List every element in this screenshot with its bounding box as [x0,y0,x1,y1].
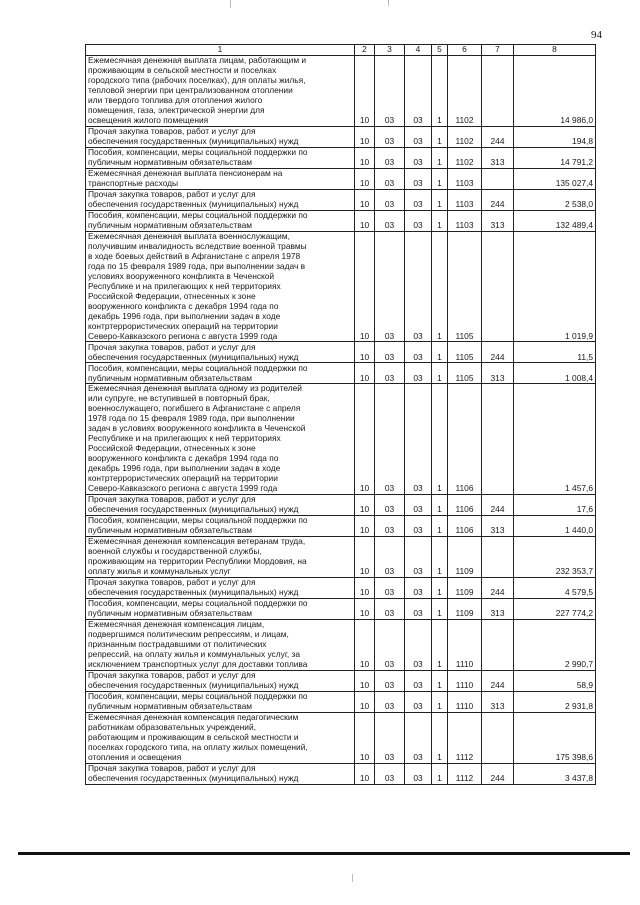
table-row [86,494,596,515]
row-description [86,127,355,148]
article-code: 1106 [448,494,482,515]
table-row [86,190,596,211]
description-line: поселках городского типа, на оплату жилых помещений, [88,742,308,753]
table-row [86,56,596,127]
description-line: Пособия, компенсации, меры социальной поддержки по [88,691,308,702]
description-line: или супруге, не вступившей в повторный брак, [88,393,270,404]
description-line: помещения, газа, электрической энергии для [88,105,265,116]
section-code: 10 [355,211,375,232]
description-line: вооруженного конфликта с декабря 1994 года по [88,300,279,311]
description-line: освещения жилого помещения [88,115,209,126]
description-line: Ежемесячная денежная компенсация ветеранам труда, [88,536,306,547]
scan-artifact [388,0,389,6]
subsection-code: 03 [375,56,405,127]
subsection-code: 03 [375,127,405,148]
article-code: 1102 [448,127,482,148]
article-code: 1102 [448,56,482,127]
amount: 1 019,9 [514,232,596,342]
section-code: 10 [355,577,375,598]
amount: 14 791,2 [514,148,596,169]
description-line: Прочая закупка товаров, работ и услуг для [88,670,256,681]
subsection-code: 03 [375,211,405,232]
table-row [86,232,596,342]
description-line: задач в условиях вооруженного конфликта в Чеченской [88,423,306,434]
amount: 227 774,2 [514,598,596,619]
table-row [86,127,596,148]
program-code: 03 [405,712,432,763]
expense-type-code: 313 [482,515,514,536]
expense-type-code: 313 [482,211,514,232]
table-row [86,363,596,384]
description-line: декабрь 1996 года, при выполнении задач в ходе [88,463,281,474]
table-row [86,169,596,190]
subsection-code: 03 [375,515,405,536]
amount: 3 437,8 [514,763,596,784]
description-line: проживающим на территории Республики Мордовия, на [88,556,307,567]
description-line: Прочая закупка товаров, работ и услуг для [88,341,256,352]
subprogram-code: 1 [432,494,448,515]
article-code: 1110 [448,619,482,670]
row-description [86,56,355,127]
column-number: 8 [514,45,596,56]
row-description [86,691,355,712]
description-line: отопления и освещения [88,752,182,763]
column-number: 2 [355,45,375,56]
row-description [86,169,355,190]
subprogram-code: 1 [432,232,448,342]
program-code: 03 [405,670,432,691]
article-code: 1109 [448,536,482,577]
description-line: Ежемесячная денежная компенсация педагогическим [88,712,299,723]
description-line: транспортные расходы [88,178,179,189]
article-code: 1110 [448,670,482,691]
amount: 175 398,6 [514,712,596,763]
expense-type-code: 244 [482,763,514,784]
subprogram-code: 1 [432,712,448,763]
description-line: 1978 года по 15 февраля 1989 года, при выполнении [88,413,295,424]
program-code: 03 [405,232,432,342]
program-code: 03 [405,190,432,211]
section-code: 10 [355,190,375,211]
description-line: Прочая закупка товаров, работ и услуг для [88,577,256,588]
section-code: 10 [355,712,375,763]
section-code: 10 [355,232,375,342]
section-code: 10 [355,384,375,494]
column-number: 5 [432,45,448,56]
description-line: городского типа (рабочих поселках), для оплаты жилья, [88,75,306,86]
program-code: 03 [405,619,432,670]
subsection-code: 03 [375,190,405,211]
expense-type-code [482,169,514,190]
article-code: 1110 [448,691,482,712]
article-code: 1106 [448,384,482,494]
description-line: военнослужащего, погибшего в Афганистане с апреля [88,403,301,414]
description-line: вооруженного конфликта с декабря 1994 года по [88,453,279,464]
description-line: обеспечения государственных (муниципальных) нужд [88,199,299,210]
amount: 17,6 [514,494,596,515]
program-code: 03 [405,577,432,598]
table-row [86,670,596,691]
program-code: 03 [405,363,432,384]
expense-type-code: 244 [482,670,514,691]
section-code: 10 [355,763,375,784]
amount: 132 489,4 [514,211,596,232]
amount: 14 986,0 [514,56,596,127]
subprogram-code: 1 [432,363,448,384]
amount: 58,9 [514,670,596,691]
section-code: 10 [355,619,375,670]
description-line: репрессий, на оплату жилья и коммунальных услуг, за [88,649,300,660]
description-line: Ежемесячная денежная компенсация лицам, [88,619,265,630]
subprogram-code: 1 [432,763,448,784]
section-code: 10 [355,342,375,363]
expense-type-code [482,232,514,342]
row-description [86,363,355,384]
column-number-row [86,45,596,56]
description-line: Российской Федерации, отнесенных к зоне [88,290,256,301]
subsection-code: 03 [375,763,405,784]
subprogram-code: 1 [432,515,448,536]
section-code: 10 [355,670,375,691]
subprogram-code: 1 [432,619,448,670]
description-line: Республике и на прилегающих к ней территориях [88,433,281,444]
amount: 4 579,5 [514,577,596,598]
section-code: 10 [355,363,375,384]
description-line: обеспечения государственных (муниципальных) нужд [88,773,299,784]
subprogram-code: 1 [432,691,448,712]
expense-type-code [482,712,514,763]
subsection-code: 03 [375,598,405,619]
row-description [86,598,355,619]
expense-type-code: 313 [482,598,514,619]
description-line: года по 15 февраля 1989 года, при выполнении задач в [88,260,306,271]
description-line: публичным нормативным обязательствам [88,220,253,231]
amount: 135 027,4 [514,169,596,190]
section-code: 10 [355,515,375,536]
expense-type-code: 244 [482,190,514,211]
row-description [86,384,355,494]
program-code: 03 [405,127,432,148]
table-row [86,619,596,670]
description-line: Ежемесячная денежная выплата одному из родителей [88,383,302,394]
subsection-code: 03 [375,169,405,190]
description-line: оплату жилья и коммунальных услуг [88,566,231,577]
table-row [86,598,596,619]
description-line: публичным нормативным обязательствам [88,701,253,712]
description-line: публичным нормативным обязательствам [88,157,253,168]
subprogram-code: 1 [432,148,448,169]
article-code: 1103 [448,211,482,232]
table-row [86,342,596,363]
expense-type-code: 244 [482,494,514,515]
row-description [86,515,355,536]
page-number: 94 [591,29,602,41]
subsection-code: 03 [375,148,405,169]
column-number: 7 [482,45,514,56]
article-code: 1103 [448,169,482,190]
subprogram-code: 1 [432,384,448,494]
description-line: работающим и проживающим в сельской местности и [88,732,299,743]
table-row [86,577,596,598]
amount: 1 008,4 [514,363,596,384]
subprogram-code: 1 [432,670,448,691]
description-line: Северо-Кавказского региона с августа 1999 года [88,483,278,494]
program-code: 03 [405,691,432,712]
description-line: Прочая закупка товаров, работ и услуг для [88,189,256,200]
table-row [86,691,596,712]
table-row [86,712,596,763]
expense-type-code: 313 [482,363,514,384]
subsection-code: 03 [375,577,405,598]
section-code: 10 [355,56,375,127]
row-description [86,670,355,691]
article-code: 1109 [448,598,482,619]
subprogram-code: 1 [432,169,448,190]
subsection-code: 03 [375,384,405,494]
description-line: в ходе боевых действий в Афганистане с апреля 1978 [88,250,301,261]
description-line: обеспечения государственных (муниципальных) нужд [88,136,299,147]
row-description [86,619,355,670]
program-code: 03 [405,536,432,577]
row-description [86,342,355,363]
program-code: 03 [405,598,432,619]
subsection-code: 03 [375,494,405,515]
program-code: 03 [405,56,432,127]
row-description [86,712,355,763]
program-code: 03 [405,384,432,494]
expense-type-code [482,56,514,127]
description-line: Ежемесячная денежная выплата пенсионерам на [88,168,283,179]
amount: 1 457,6 [514,384,596,494]
article-code: 1102 [448,148,482,169]
subsection-code: 03 [375,232,405,342]
description-line: обеспечения государственных (муниципальных) нужд [88,504,299,515]
description-line: обеспечения государственных (муниципальных) нужд [88,351,299,362]
row-description [86,148,355,169]
description-line: Российской Федерации, отнесенных к зоне [88,443,256,454]
table-row [86,211,596,232]
description-line: обеспечения государственных (муниципальных) нужд [88,587,299,598]
description-line: Пособия, компенсации, меры социальной поддержки по [88,362,308,373]
subsection-code: 03 [375,619,405,670]
description-line: обеспечения государственных (муниципальных) нужд [88,680,299,691]
program-code: 03 [405,148,432,169]
subprogram-code: 1 [432,536,448,577]
section-code: 10 [355,148,375,169]
article-code: 1109 [448,577,482,598]
table-row [86,763,596,784]
section-code: 10 [355,691,375,712]
program-code: 03 [405,763,432,784]
footer-rule [18,852,630,855]
budget-table [85,44,596,785]
description-line: Прочая закупка товаров, работ и услуг для [88,763,256,774]
description-line: подвергшимся политическим репрессиям, и лицам, [88,629,289,640]
description-line: контртеррористических операций на территории [88,320,278,331]
subprogram-code: 1 [432,127,448,148]
description-line: публичным нормативным обязательствам [88,372,253,383]
table-row [86,515,596,536]
subprogram-code: 1 [432,342,448,363]
article-code: 1106 [448,515,482,536]
expense-type-code [482,619,514,670]
section-code: 10 [355,598,375,619]
expense-type-code: 313 [482,148,514,169]
subsection-code: 03 [375,536,405,577]
article-code: 1105 [448,232,482,342]
program-code: 03 [405,342,432,363]
description-line: контртеррористических операций на территории [88,473,278,484]
expense-type-code [482,536,514,577]
article-code: 1105 [448,342,482,363]
scan-artifact [230,0,231,8]
row-description [86,577,355,598]
row-description [86,494,355,515]
section-code: 10 [355,494,375,515]
subprogram-code: 1 [432,598,448,619]
amount: 194,8 [514,127,596,148]
amount: 1 440,0 [514,515,596,536]
description-line: тепловой энергии при централизованном отоплении [88,85,293,96]
expense-type-code: 244 [482,127,514,148]
subsection-code: 03 [375,670,405,691]
description-line: условиях вооруженного конфликта в Чеченской [88,270,275,281]
amount: 2 538,0 [514,190,596,211]
column-number: 3 [375,45,405,56]
row-description [86,536,355,577]
program-code: 03 [405,211,432,232]
amount: 2 990,7 [514,619,596,670]
description-line: Пособия, компенсации, меры социальной поддержки по [88,515,308,526]
article-code: 1105 [448,363,482,384]
row-description [86,763,355,784]
description-line: Республике и на прилегающих к ней территориях [88,280,281,291]
description-line: публичным нормативным обязательствам [88,608,253,619]
description-line: Пособия, компенсации, меры социальной поддержки по [88,210,308,221]
table-row [86,536,596,577]
subsection-code: 03 [375,691,405,712]
program-code: 03 [405,515,432,536]
amount: 11,5 [514,342,596,363]
expense-type-code: 244 [482,342,514,363]
description-line: Ежемесячная денежная выплата военнослужащим, [88,231,290,241]
amount: 232 353,7 [514,536,596,577]
scan-artifact [352,874,353,882]
row-description [86,211,355,232]
table-body [86,45,596,785]
description-line: Северо-Кавказского региона с августа 1999 года [88,330,278,341]
description-line: исключением транспортных услуг для доставки топлива [88,659,308,670]
expense-type-code [482,384,514,494]
program-code: 03 [405,494,432,515]
description-line: Ежемесячная денежная выплата лицам, работающим и [88,55,307,66]
row-description [86,190,355,211]
column-number: 1 [86,45,355,56]
article-code: 1112 [448,763,482,784]
amount: 2 931,8 [514,691,596,712]
subprogram-code: 1 [432,577,448,598]
program-code: 03 [405,169,432,190]
description-line: военной службы и государственной службы, [88,546,262,557]
article-code: 1103 [448,190,482,211]
section-code: 10 [355,169,375,190]
description-line: Пособия, компенсации, меры социальной поддержки по [88,147,308,158]
subsection-code: 03 [375,363,405,384]
article-code: 1112 [448,712,482,763]
expense-type-code: 313 [482,691,514,712]
subsection-code: 03 [375,712,405,763]
description-line: получившим инвалидность вследствие военной травмы [88,240,307,251]
description-line: работникам образовательных учреждений, [88,722,256,733]
description-line: или твердого топлива для отопления жилого [88,95,263,106]
description-line: признанным пострадавшими от политических [88,639,267,650]
description-line: публичным нормативным обязательствам [88,525,253,536]
description-line: Прочая закупка товаров, работ и услуг для [88,126,256,137]
subprogram-code: 1 [432,211,448,232]
section-code: 10 [355,536,375,577]
description-line: Прочая закупка товаров, работ и услуг для [88,494,256,505]
table-row [86,384,596,494]
subprogram-code: 1 [432,190,448,211]
description-line: декабрь 1996 года, при выполнении задач в ходе [88,310,281,321]
section-code: 10 [355,127,375,148]
column-number: 4 [405,45,432,56]
column-number: 6 [448,45,482,56]
description-line: Пособия, компенсации, меры социальной поддержки по [88,598,308,609]
subsection-code: 03 [375,342,405,363]
description-line: проживающим в сельской местности и поселках [88,65,277,76]
row-description [86,232,355,342]
expense-type-code: 244 [482,577,514,598]
table-row [86,148,596,169]
subprogram-code: 1 [432,56,448,127]
